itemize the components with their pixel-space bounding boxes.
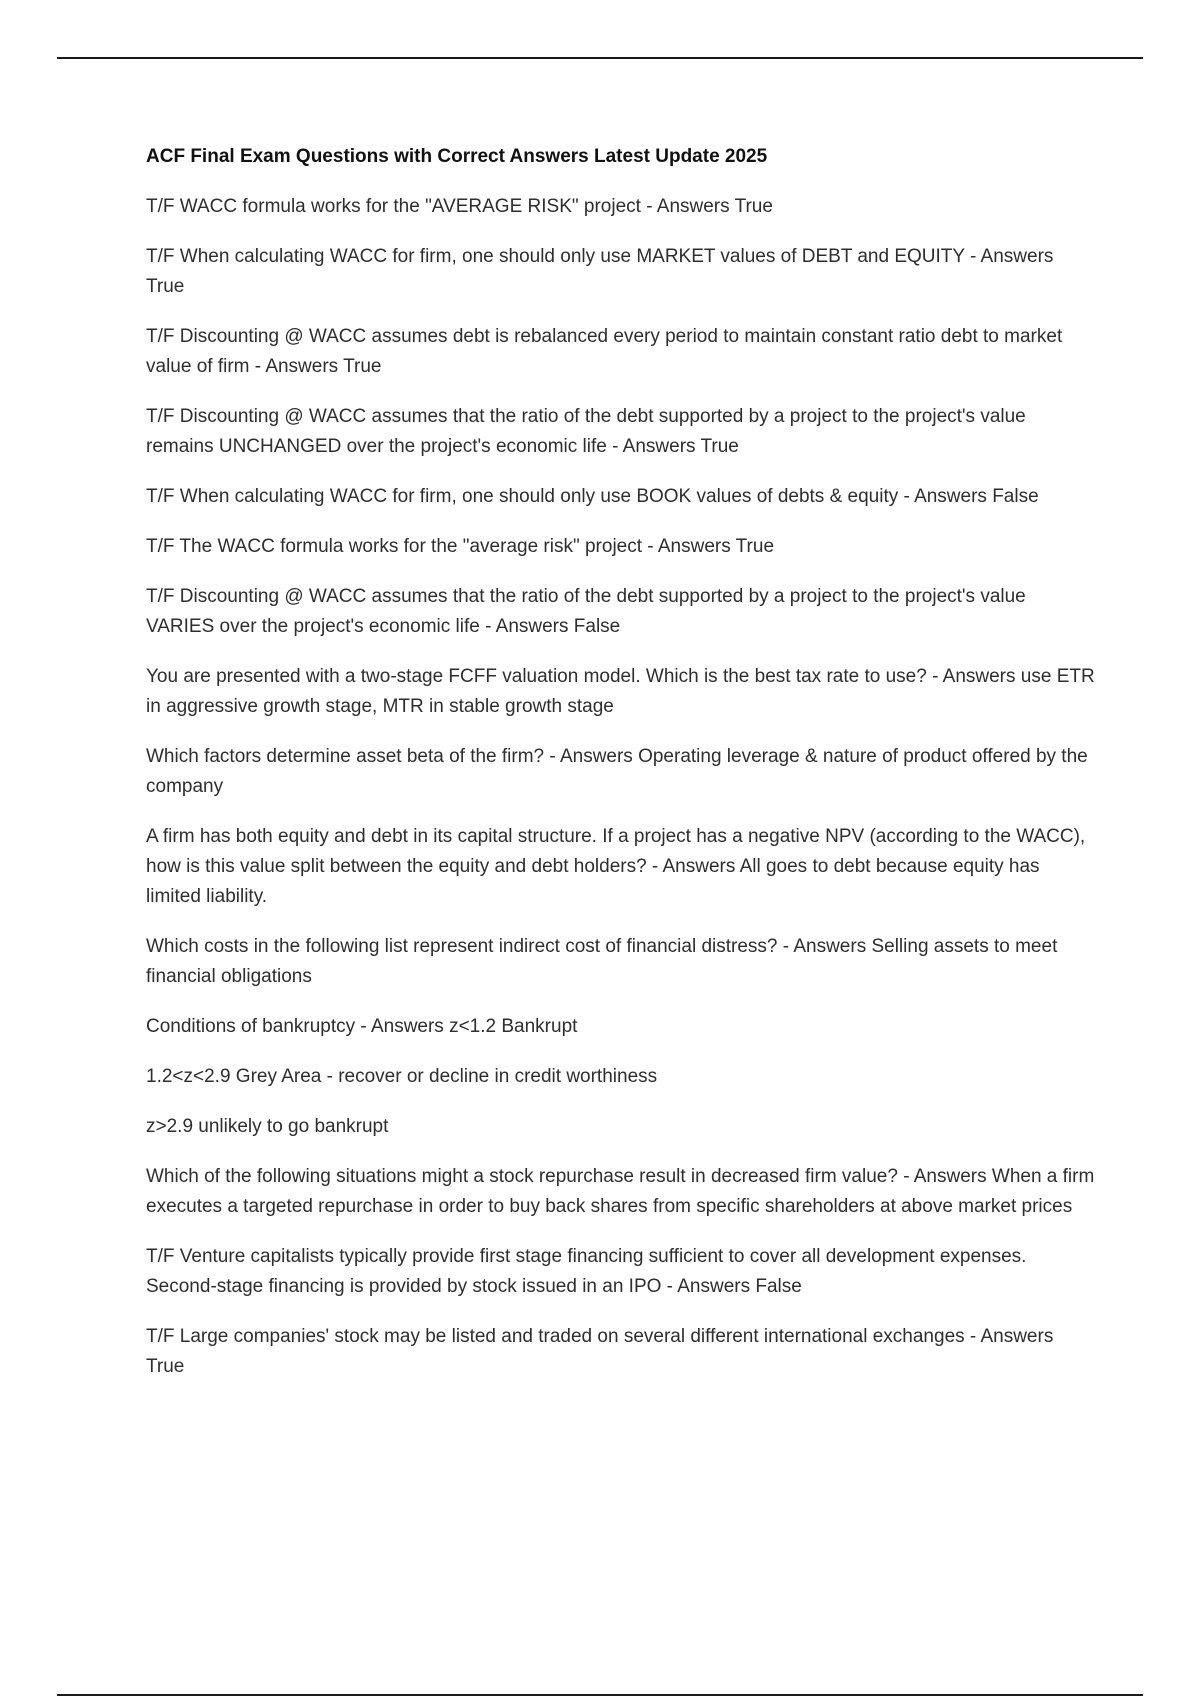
- qa-entry-17: T/F Large companies' stock may be listed and traded on several different international exchanges - Answers True: [146, 1326, 1054, 1377]
- qa-entry-10: A firm has both equity and debt in its capital structure. If a project has a negative NPV (according to the WACC), how is this value split between the equity and debt holders? - Answers All goes to debt because equity has limited liability.: [146, 826, 1086, 907]
- qa-entry-5: T/F When calculating WACC for firm, one should only use BOOK values of debts & equity - Answers False: [146, 486, 1039, 507]
- header-rule: [57, 57, 1143, 59]
- qa-entry-3: T/F Discounting @ WACC assumes debt is rebalanced every period to maintain constant ratio debt to market value of firm - Answers True: [146, 326, 1063, 377]
- qa-entry-4: T/F Discounting @ WACC assumes that the ratio of the debt supported by a project to the project's value remains UNCHANGED over the project's economic life - Answers True: [146, 406, 1026, 457]
- document-body: [146, 142, 1096, 1402]
- qa-entry-11: Which costs in the following list represent indirect cost of financial distress? - Answers Selling assets to meet financial obligations: [146, 936, 1058, 987]
- qa-entry-2: T/F When calculating WACC for firm, one should only use MARKET values of DEBT and EQUITY - Answers True: [146, 246, 1054, 297]
- qa-list: [146, 192, 1096, 1382]
- qa-entry-16: T/F Venture capitalists typically provide first stage financing sufficient to cover all development expenses. Second-stage financing is provided by stock issued in an IPO - Answers False: [146, 1246, 1027, 1297]
- qa-entry-15: Which of the following situations might a stock repurchase result in decreased firm value? - Answers When a firm executes a targeted repurchase in order to buy back shares from specific shareholders at above market prices: [146, 1166, 1095, 1217]
- footer-rule: [57, 1694, 1143, 1696]
- qa-entry-14: z>2.9 unlikely to go bankrupt: [146, 1116, 389, 1137]
- qa-entry-9: Which factors determine asset beta of the firm? - Answers Operating leverage & nature of product offered by the company: [146, 746, 1088, 797]
- qa-entry-7: T/F Discounting @ WACC assumes that the ratio of the debt supported by a project to the project's value VARIES over the project's economic life - Answers False: [146, 586, 1026, 637]
- qa-entry-1: T/F WACC formula works for the "AVERAGE RISK" project - Answers True: [146, 196, 773, 217]
- qa-entry-8: You are presented with a two-stage FCFF valuation model. Which is the best tax rate to use? - Answers use ETR in aggressive growth stage, MTR in stable growth stage: [146, 666, 1095, 717]
- qa-entry-12: Conditions of bankruptcy - Answers z<1.2 Bankrupt: [146, 1016, 578, 1037]
- document-title: ACF Final Exam Questions with Correct Answers Latest Update 2025: [146, 146, 768, 167]
- qa-entry-13: 1.2<z<2.9 Grey Area - recover or decline in credit worthiness: [146, 1066, 658, 1087]
- qa-entry-6: T/F The WACC formula works for the "average risk" project - Answers True: [146, 536, 775, 557]
